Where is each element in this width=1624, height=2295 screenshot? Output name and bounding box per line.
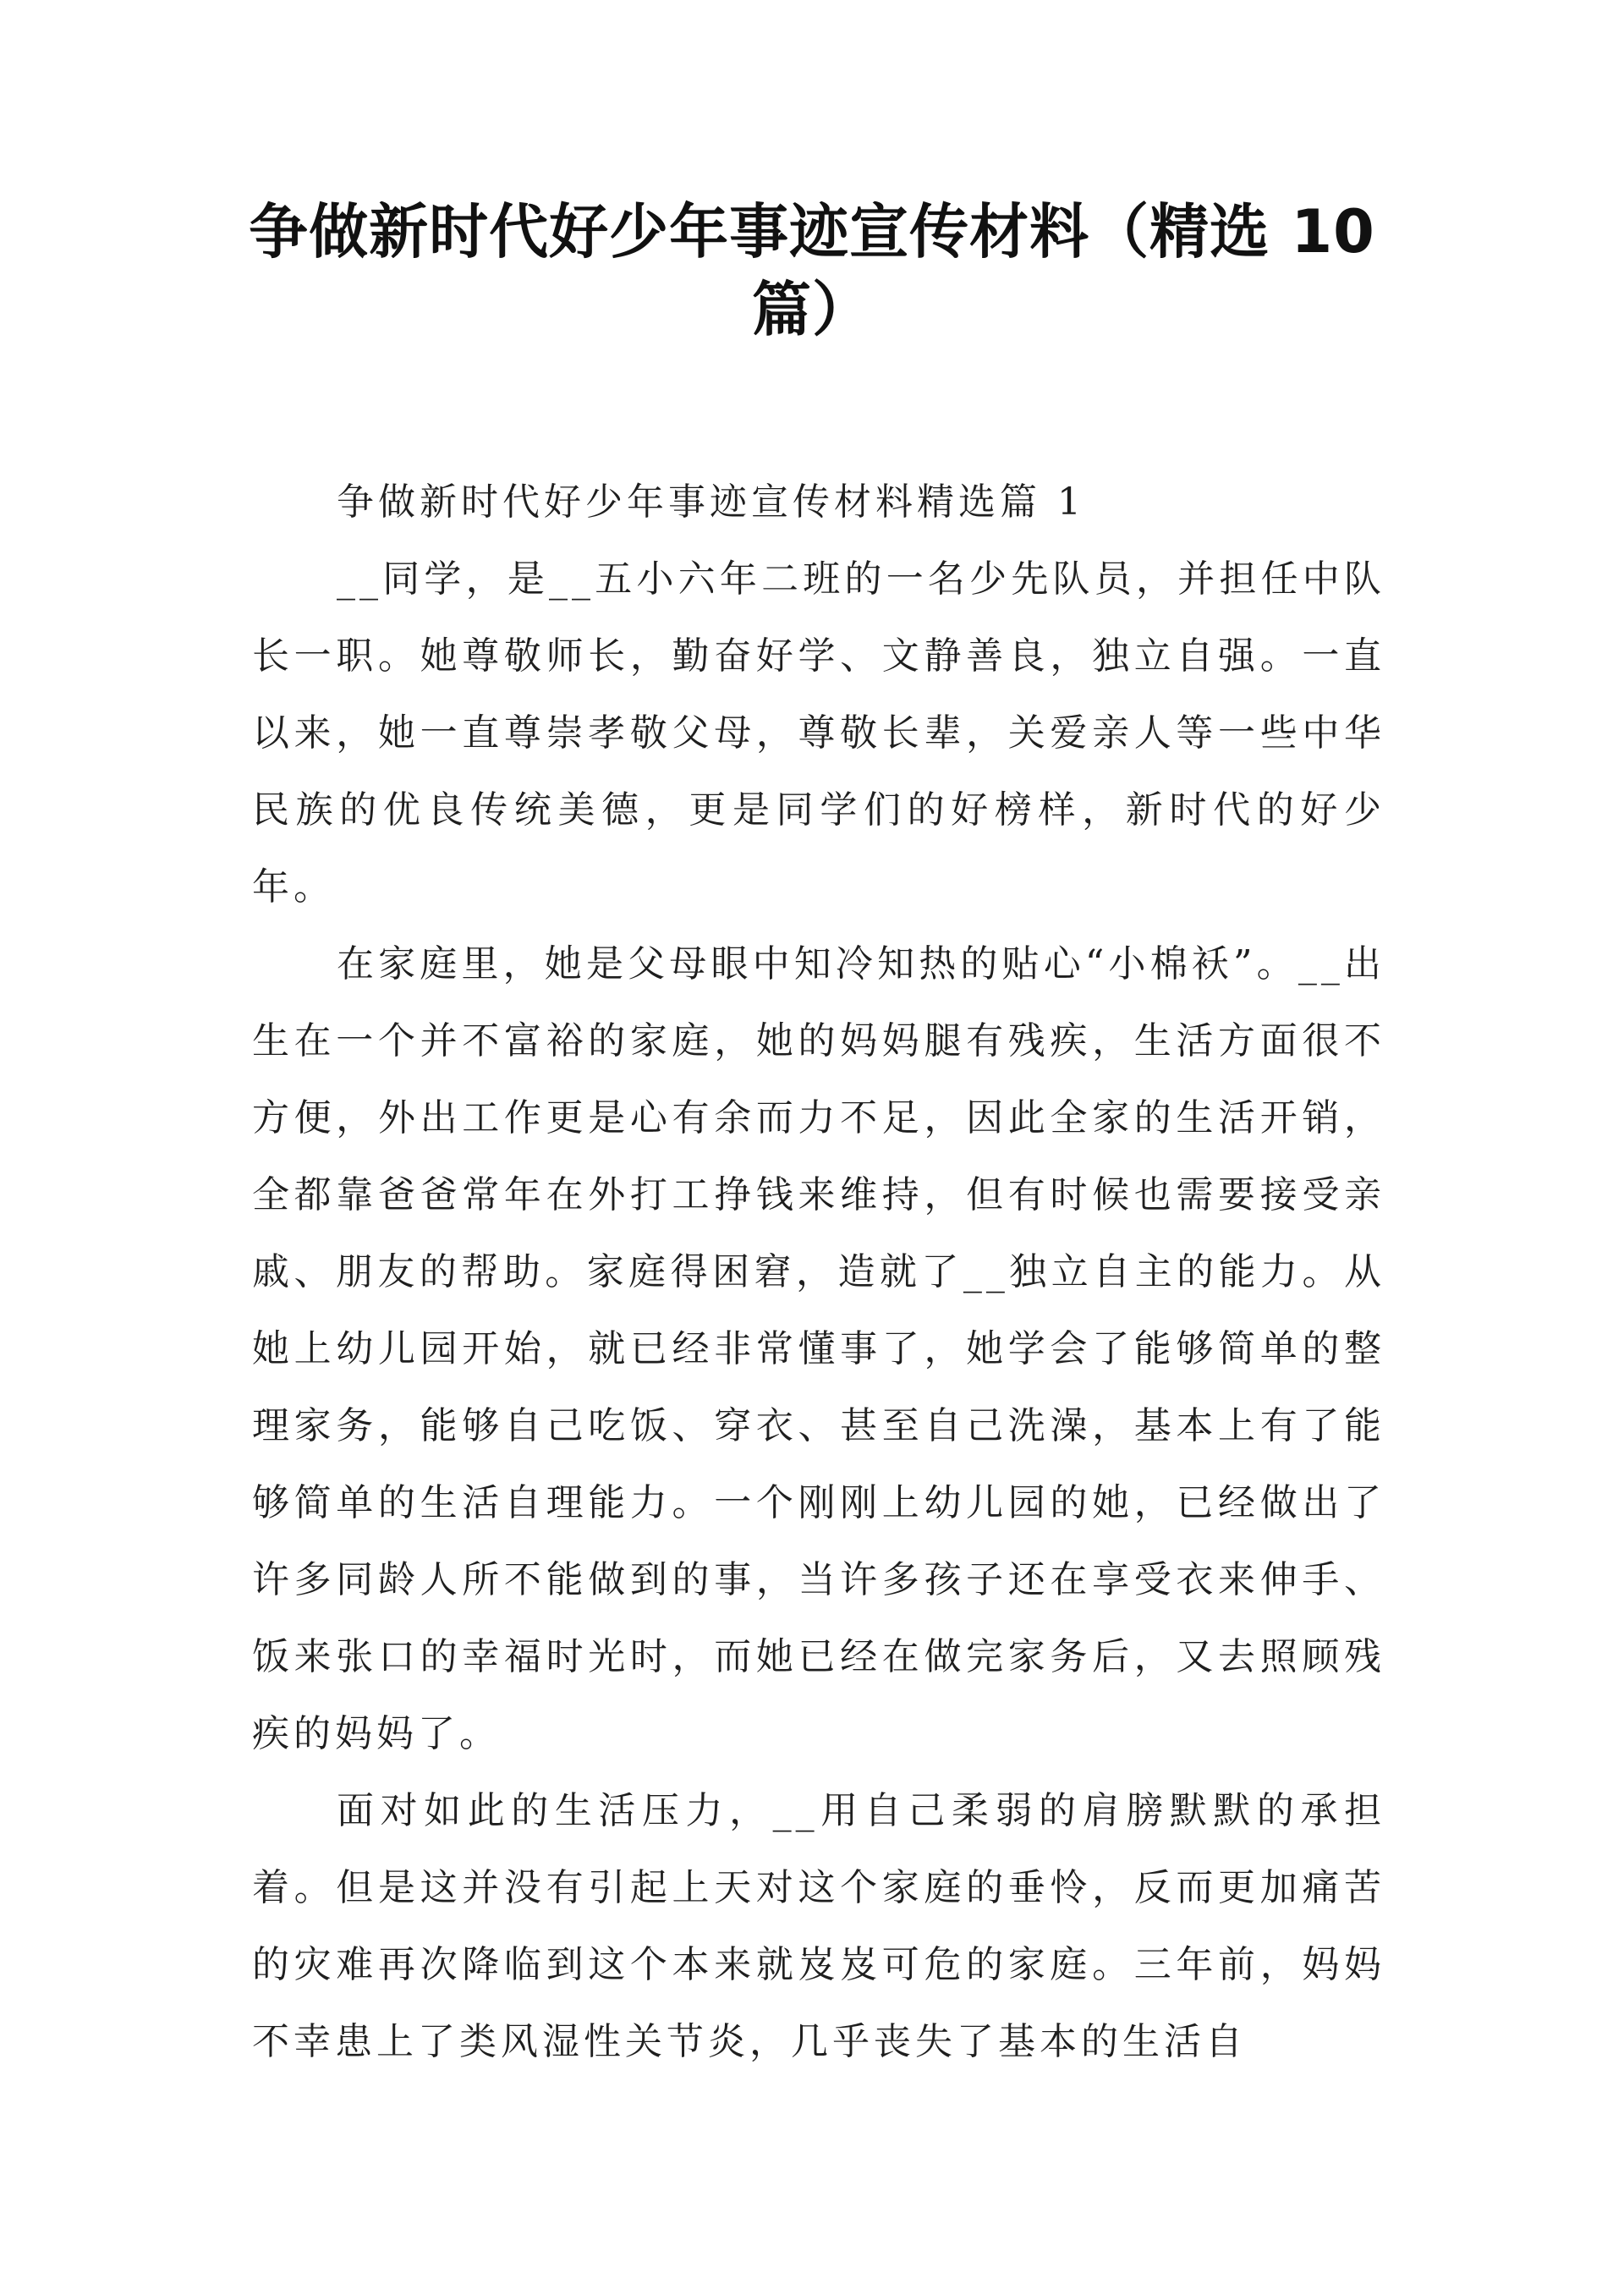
paragraph: 在家庭里，她是父母眼中知冷知热的贴心“小棉袄”。__出生在一个并不富裕的家庭，她的妈妈腿有残疾，生活方面很不方便，外出工作更是心有余而力不足，因此全家的生活开销，全都靠爸爸常年在外打工挣钱来维持，但有时候也需要接受亲戚、朋友的帮助。家庭得困窘，造就了__独立自主的能力。从她上幼儿园开始，就已经非常懂事了，她学会了能够简单的整理家务，能够自己吃饭、穿衣、甚至自己洗澡，基本上有了能够简单的生活自理能力。一个刚刚上幼儿园的她，已经做出了许多同龄人所不能做到的事，当许多孩子还在享受衣来伸手、饭来张口的幸福时光时，而她已经在做完家务后，又去照顾残疾的妈妈了。 [252,942,1385,1755]
document-title-line-2: 篇） [752,275,872,344]
paragraph: 面对如此的生活压力，__用自己柔弱的肩膀默默的承担着。但是这并没有引起上天对这个家庭的垂怜，反而更加痛苦的灾难再次降临到这个本来就岌岌可危的家庭。三年前，妈妈不幸患上了类风湿性关节炎，几乎丧失了基本的生活自 [252,1789,1385,2063]
document-title [203,193,1421,349]
section-heading: 争做新时代好少年事迹宣传材料精选篇 1 [337,480,1085,524]
paragraph: __同学，是__五小六年二班的一名少先队员，并担任中队长一职。她尊敬师长，勤奋好学、文静善良，独立自强。一直以来，她一直尊崇孝敬父母，尊敬长辈，关爱亲人等一些中华民族的优良传统美德，更是同学们的好榜样，新时代的好少年。 [252,557,1385,909]
document-body [252,464,1385,2080]
document-title-line-1: 争做新时代好少年事迹宣传材料（精选 10 [249,197,1375,266]
